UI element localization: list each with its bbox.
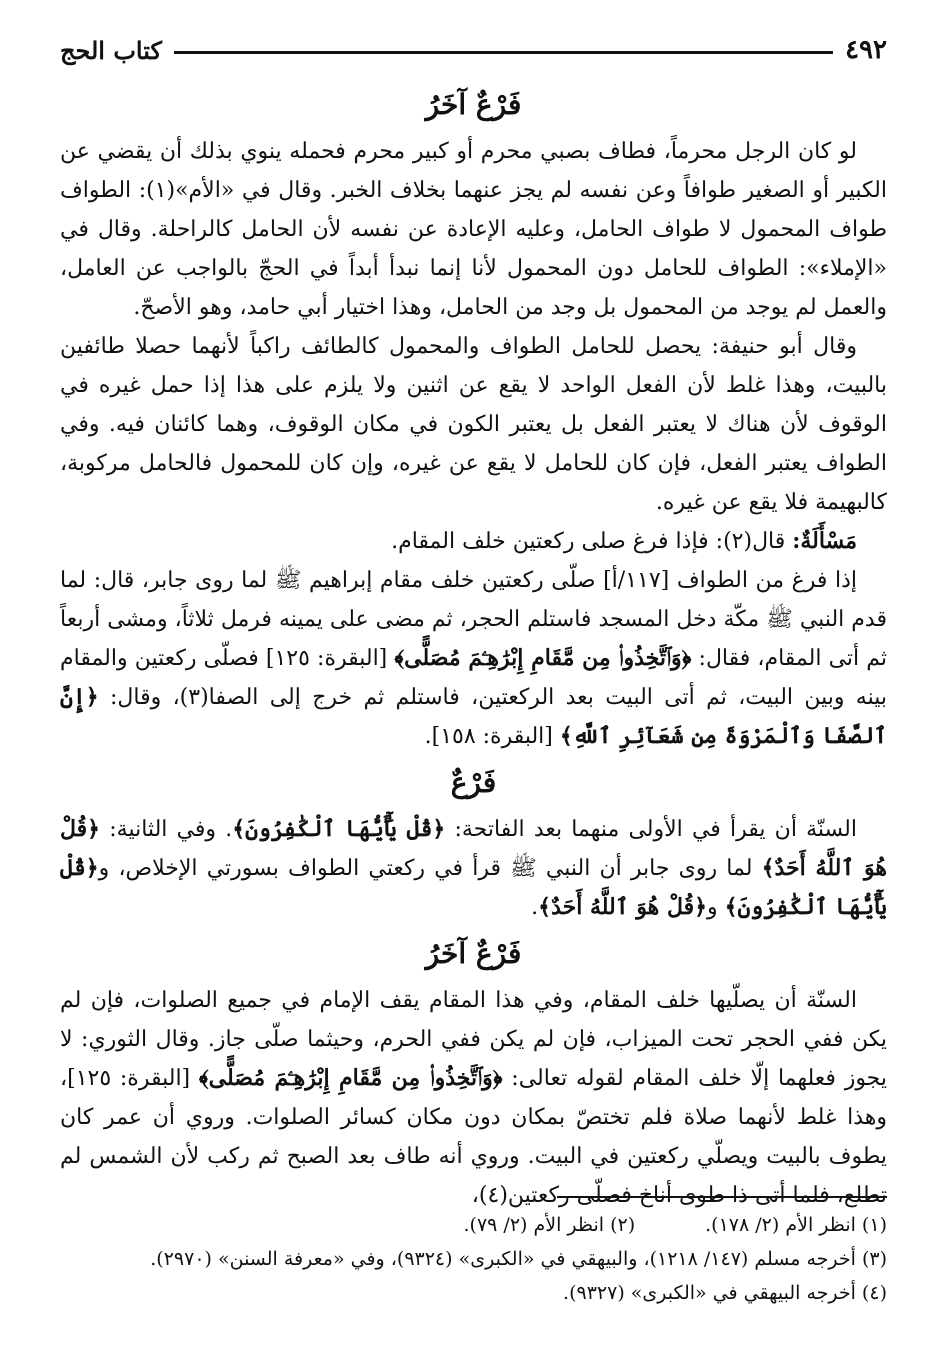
- paragraph-abu-hanifa: وقال أبو حنيفة: يحصل للحامل الطواف والمحمول كالطائف راكباً لأنهما حصلا طائفين بالبيت، وهذا غلط لأن الفعل الواحد لا يقع عن اثنين ولا يلزم على هذا إذا حمل غيره في الوقوف لأن هناك لا يعتبر الفعل بل يعتبر الكون في مكان الوقوف، وهما كائنان فيه. وفي الطواف يعتبر الفعل، فإن كان للحامل لا يقع عن غيره، وإن كان للمحمول فالحامل مركوبة، كالبهيمة فلا يقع عن غيره.: [60, 334, 887, 515]
- text-segment: إذا فرغ من الطواف [١١٧/أ] صلّى ركعتين خلف مقام إبراهيم ﷺ لما روى جابر، قال: لما قدم النبي ﷺ مكّة دخل المسجد فاستلم الحجر، ثم مضى على يمينه فرمل ثلاثاً، ومشى أربعاً ثم أتى المقام، فقال:: [60, 568, 888, 671]
- footnote-row: [60, 1208, 887, 1242]
- paragraph-tawaf-carrying: لو كان الرجل محرماً، فطاف بصبي محرم أو كبير محرم فحمله ينوي بذلك أن يقضي عن الكبير أو الصغير طوافاً وعن نفسه لم يجز عنهما بخلاف الخبر. وقال في «الأم»(١): الطواف طواف المحمول لا طواف الحامل، وعليه الإعادة عن نفسه لأن الحامل كالراحلة. وقال في «الإملاء»: الطواف للحامل دون المحمول لأنا إنما نبدأ أبداً في الحجّ بالواجب عن العامل، والعمل لم يوجد من المحمول بل وجد من الحامل، وهذا اختيار أبي حامد، وهو الأصحّ.: [60, 139, 887, 320]
- section-heading-far-akhar-2: فَرْعٌ آخَرُ: [425, 937, 522, 970]
- masala-label: مَسْأَلَةٌ:: [792, 528, 857, 554]
- quran-verse: ﴿إِنَّ ٱلصَّفَا وَٱلْمَرْوَةَ مِن شَعَآئِرِ ٱللَّهِ﴾: [60, 684, 887, 749]
- text-segment: لما روى جابر أن النبي ﷺ قرأ في ركعتي الطواف بسورتي الإخلاص، و: [98, 856, 762, 881]
- masala-text: قال(٢): فإذا فرغ صلى ركعتين خلف المقام.: [391, 529, 793, 554]
- footnote-rule: [557, 1196, 887, 1198]
- footnotes: [60, 1196, 887, 1310]
- text-segment: [البقرة: ١٥٨].: [424, 724, 560, 749]
- quran-verse: ﴿قُلْ هُوَ ٱللَّهُ أَحَدٌ﴾: [538, 894, 708, 920]
- quran-verse: ﴿قُلْ يَٰٓأَيُّهَا ٱلْكَٰفِرُونَ﴾: [60, 855, 887, 920]
- page-number: ٤٩٢: [845, 35, 887, 65]
- header-rule: [174, 51, 833, 54]
- page-header: [60, 30, 887, 70]
- quran-verse: ﴿قُلْ هُوَ ٱللَّهُ أَحَدٌ﴾: [60, 816, 888, 881]
- book-title: كتاب الحج: [60, 35, 162, 65]
- masala-paragraph: [60, 522, 887, 561]
- text-segment: .: [531, 895, 539, 920]
- footnote-1: (١) انظر الأم (٢/ ١٧٨).: [705, 1214, 887, 1236]
- footnote-2: (٢) انظر الأم (٢/ ٧٩).: [463, 1214, 636, 1236]
- page-body: [60, 78, 887, 1215]
- text-segment: السنّة أن يقرأ في الأولى منهما بعد الفاتحة:: [445, 817, 857, 842]
- section-heading-far-akhar-1: فَرْعٌ آخَرُ: [425, 88, 522, 121]
- text-segment: . وفي الثانية:: [100, 817, 233, 842]
- text-segment: [البقرة: ١٢٥] فصلّى ركعتين والمقام بينه وبين البيت، ثم أتى البيت بعد الركعتين، فاستلم ثم خرج إلى الصفا(٣)، وقال:: [60, 646, 887, 710]
- quran-verse: ﴿وَٱتَّخِذُوا۟ مِن مَّقَامِ إِبْرَٰهِـۧمَ مُصَلًّى﴾: [394, 645, 692, 671]
- paragraph-place-of-prayer: [60, 981, 887, 1215]
- text-segment: السنّة أن يصلّيها خلف المقام، وفي هذا المقام يقف الإمام في جميع الصلوات، فإن لم يكن ففي الحجر تحت الميزاب، فإن لم يكن ففي الحرم، وحيثما صلّى جاز. وقال الثوري: لا يجوز فعلهما إلّا خلف المقام لقوله تعالى:: [60, 988, 888, 1091]
- quran-verse: ﴿قُلْ يَٰٓأَيُّهَا ٱلْكَٰفِرُونَ﴾: [232, 816, 446, 842]
- text-segment: و: [707, 895, 725, 920]
- paragraph-recitation: [60, 810, 887, 927]
- footnote-4: (٤) أخرجه البيهقي في «الكبرى» (٩٣٢٧).: [563, 1282, 887, 1304]
- paragraph-two-rakahs: [60, 561, 887, 756]
- text-segment: [البقرة: ١٢٥]، وهذا غلط لأنهما صلاة فلم تختصّ بمكان دون مكان كسائر الصلوات. وروي أن عمر كان يطوف بالبيت ويصلّي ركعتين في البيت. وروي أنه طاف بعد الصبح ثم ركب لأن الشمس لم تطلع، فلما أتى ذا طوى أناخ فصلّى ركعتين(٤)،: [60, 1066, 887, 1208]
- quran-verse: ﴿وَٱتَّخِذُوا۟ مِن مَّقَامِ إِبْرَٰهِـۧمَ مُصَلًّى﴾: [198, 1065, 503, 1091]
- section-heading-far: فَرْعٌ: [450, 766, 497, 799]
- footnote-3: (٣) أخرجه مسلم (١٤٧/ ١٢١٨)، والبيهقي في «الكبرى» (٩٣٢٤)، وفي «معرفة السنن» (٢٩٧٠).: [150, 1248, 887, 1270]
